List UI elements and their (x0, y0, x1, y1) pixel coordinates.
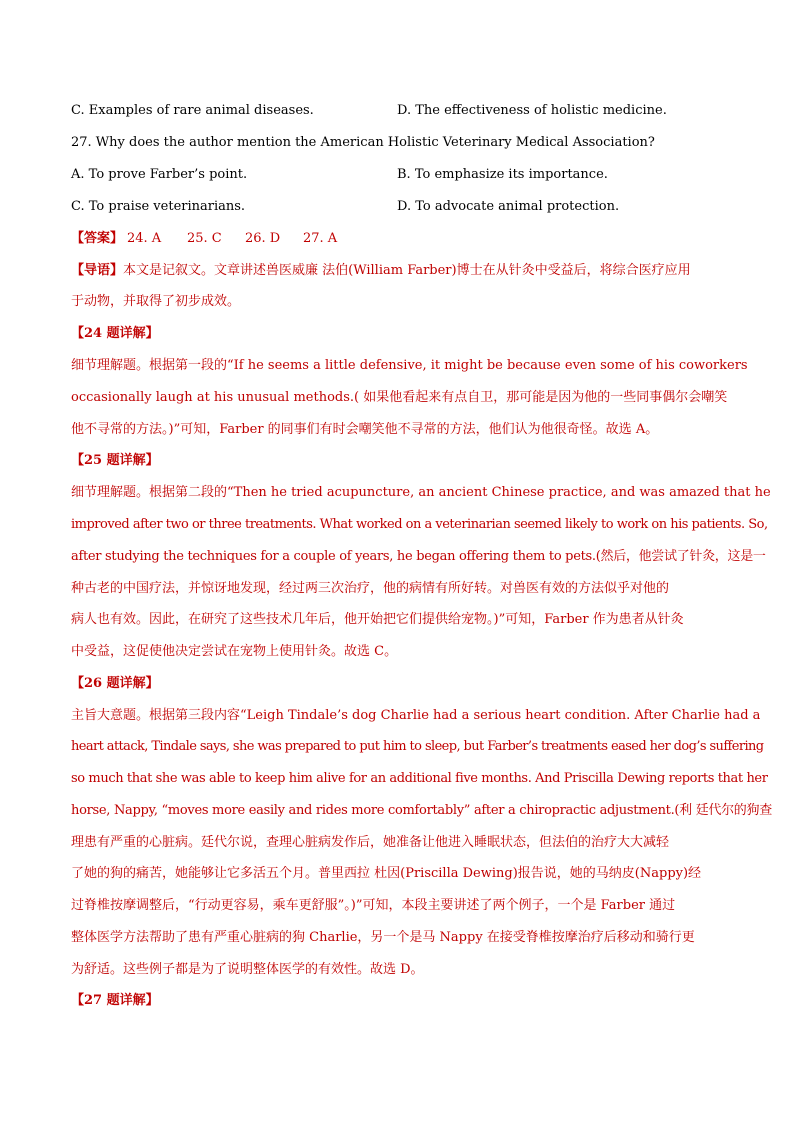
guide-line-2: 于动物，并取得了初步成效。 (71, 294, 241, 309)
q24-line: 他不寻常的方法。)”可知，Farber 的同事们有时会嘲笑他不寻常的方法，他们认为他很奇怪。故选 A。 (71, 422, 659, 437)
guide-label: 【导语】 (71, 263, 124, 278)
answer-27: 27. A (303, 231, 338, 246)
q25-line: 细节理解题。根据第二段的“Then he tried acupuncture, an ancient Chinese practice, and was amazed that he (71, 485, 771, 500)
guide-line-1 (71, 261, 691, 281)
q26-option-d: D. The effectiveness of holistic medicine. (397, 103, 667, 118)
q27-heading: 【27 题详解】 (71, 993, 159, 1008)
guide-text-1: 本文是记叙文。文章讲述兽医威廉 法伯(William Farber)博士在从针灸中受益后，将综合医疗应用 (123, 263, 691, 278)
answer-label: 【答案】 (71, 231, 124, 246)
q27-option-d: D. To advocate animal protection. (397, 199, 620, 214)
q26-line: 理患有严重的心脏病。廷代尔说，查理心脏病发作后，她准备让他进入睡眠状态，但法伯的治疗大大减轻 (71, 835, 670, 850)
answer-26: 26. D (245, 231, 281, 246)
q26-option-c: C. Examples of rare animal diseases. (71, 103, 314, 118)
answer-24: 24. A (127, 231, 162, 246)
answer-25: 25. C (187, 231, 222, 246)
q26-line: heart attack, Tindale says, she was prepared to put him to sleep, but Farber’s treatments eased her dog’s suffering (71, 739, 764, 754)
answer-line (71, 229, 338, 249)
q26-line: 过脊椎按摩调整后，“行动更容易，乘车更舒服”。)”可知，本段主要讲述了两个例子，一个是 Farber 通过 (71, 898, 676, 913)
q25-line: improved after two or three treatments. What worked on a veterinarian seemed likely to work on his patients. So, (71, 517, 768, 532)
q26-line: 整体医学方法帮助了患有严重心脏病的狗 Charlie，另一个是马 Nappy 在接受脊椎按摩治疗后移动和骑行更 (71, 930, 695, 945)
q26-line: horse, Nappy, “moves more easily and rides more comfortably” after a chiropractic adjustment.(利 廷代尔的狗查 (71, 803, 772, 818)
q25-heading: 【25 题详解】 (71, 453, 159, 468)
q25-line: after studying the techniques for a couple of years, he began offering them to pets.(然后，他尝试了针灸，这是一 (71, 549, 766, 564)
q24-line: occasionally laugh at his unusual methods.( 如果他看起来有点自卫，那可能是因为他的一些同事偶尔会嘲笑 (71, 390, 728, 405)
q25-line: 中受益，这促使他决定尝试在宠物上使用针灸。故选 C。 (71, 644, 398, 659)
q27-stem: 27. Why does the author mention the American Holistic Veterinary Medical Association? (71, 135, 655, 150)
q27-option-c: C. To praise veterinarians. (71, 199, 246, 214)
q27-option-b: B. To emphasize its importance. (397, 167, 608, 182)
q24-heading: 【24 题详解】 (71, 326, 159, 341)
q24-line: 细节理解题。根据第一段的“If he seems a little defensive, it might be because even some of his coworkers (71, 358, 748, 373)
q25-line: 种古老的中国疗法，并惊讶地发现，经过两三次治疗，他的病情有所好转。对兽医有效的方法似乎对他的 (71, 581, 670, 596)
q26-line: so much that she was able to keep him alive for an additional five months. And Priscilla Dewing reports that her (71, 771, 768, 786)
q26-line: 主旨大意题。根据第三段内容“Leigh Tindale’s dog Charlie had a serious heart condition. After Charlie had a (71, 708, 761, 723)
q26-line: 了她的狗的痛苦，她能够让它多活五个月。普里西拉 杜因(Priscilla Dewing)报告说，她的马纳皮(Nappy)经 (71, 866, 702, 881)
q26-heading: 【26 题详解】 (71, 676, 159, 691)
q25-line: 病人也有效。因此，在研究了这些技术几年后，他开始把它们提供给宠物。)”可知，Farber 作为患者从针灸 (71, 612, 684, 627)
q26-line: 为舒适。这些例子都是为了说明整体医学的有效性。故选 D。 (71, 962, 424, 977)
q27-option-a: A. To prove Farber’s point. (71, 167, 248, 182)
